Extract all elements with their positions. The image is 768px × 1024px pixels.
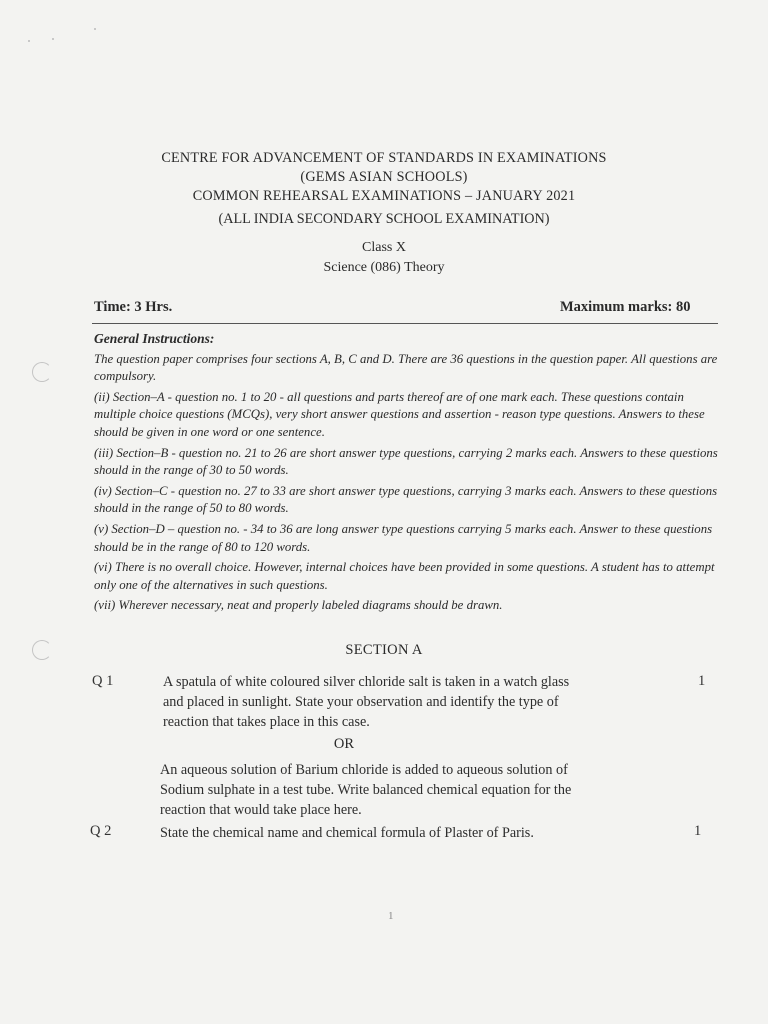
header-divider bbox=[92, 323, 718, 324]
question-line: reaction that would take place here. bbox=[160, 802, 362, 818]
header-board-exam: (ALL INDIA SECONDARY SCHOOL EXAMINATION) bbox=[218, 211, 550, 227]
instruction-item: (iv) Section–C - question no. 27 to 33 are short answer type questions, carrying 3 marks each. Answers to these questions should in the range of 50 to 80 words. bbox=[94, 483, 718, 516]
page-number: 1 bbox=[388, 910, 394, 922]
question-line: and placed in sunlight. State your observation and identify the type of bbox=[163, 694, 559, 710]
header-board: CENTRE FOR ADVANCEMENT OF STANDARDS IN EXAMINATIONS bbox=[161, 150, 607, 166]
subject-label: Science (086) Theory bbox=[323, 260, 445, 275]
header-exam: COMMON REHEARSAL EXAMINATIONS – JANUARY 2021 bbox=[192, 188, 576, 204]
scan-speck bbox=[94, 28, 96, 30]
question-line: A spatula of white coloured silver chloride salt is taken in a watch glass bbox=[163, 674, 570, 690]
header-school: (GEMS ASIAN SCHOOLS) bbox=[300, 169, 468, 185]
instruction-item: (ii) Section–A - question no. 1 to 20 - all questions and parts thereof are of one mark each. These questions contain multiple choice questions (MCQs), very short answer questions and assertion - reason type questions. Answers to these should be given in one word or one sentence. bbox=[94, 389, 705, 439]
question-marks: 1 bbox=[698, 673, 706, 689]
time-allowed: Time: 3 Hrs. bbox=[94, 299, 173, 315]
section-heading: SECTION A bbox=[345, 642, 423, 658]
question-number: Q 2 bbox=[90, 823, 112, 839]
question-text: State the chemical name and chemical formula of Plaster of Paris. bbox=[160, 825, 534, 841]
maximum-marks: Maximum marks: 80 bbox=[560, 299, 691, 315]
general-instructions bbox=[94, 330, 720, 618]
instruction-item: The question paper comprises four sections A, B, C and D. There are 36 questions in the question paper. All questions are compulsory. bbox=[94, 351, 718, 384]
scan-speck bbox=[52, 38, 54, 40]
question-line: Sodium sulphate in a test tube. Write balanced chemical equation for the bbox=[160, 782, 572, 798]
question-marks: 1 bbox=[694, 823, 702, 839]
instruction-item: (vii) Wherever necessary, neat and properly labeled diagrams should be drawn. bbox=[94, 598, 503, 613]
or-separator: OR bbox=[333, 736, 355, 752]
alternative-question-text bbox=[160, 760, 685, 820]
class-label: Class X bbox=[362, 240, 406, 255]
instruction-item: (iii) Section–B - question no. 21 to 26 are short answer type questions, carrying 2 marks each. Answers to these questions should in the range of 30 to 50 words. bbox=[94, 445, 718, 478]
question-number: Q 1 bbox=[92, 673, 114, 689]
instructions-heading: General Instructions: bbox=[94, 331, 215, 346]
question-line: An aqueous solution of Barium chloride is added to aqueous solution of bbox=[160, 762, 568, 778]
instruction-item: (vi) There is no overall choice. However, internal choices have been provided in some questions. A student has to attempt only one of the alternatives in such questions. bbox=[94, 560, 715, 592]
punch-hole-icon bbox=[32, 362, 52, 382]
question-line: reaction that takes place in this case. bbox=[163, 714, 370, 730]
exam-header bbox=[0, 149, 768, 206]
scan-speck bbox=[28, 40, 30, 42]
question-text bbox=[163, 672, 683, 732]
instruction-item: (v) Section–D – question no. - 34 to 36 are long answer type questions carrying 5 marks each. Answer to these questions should be in the range of 80 to 120 words. bbox=[94, 521, 713, 554]
